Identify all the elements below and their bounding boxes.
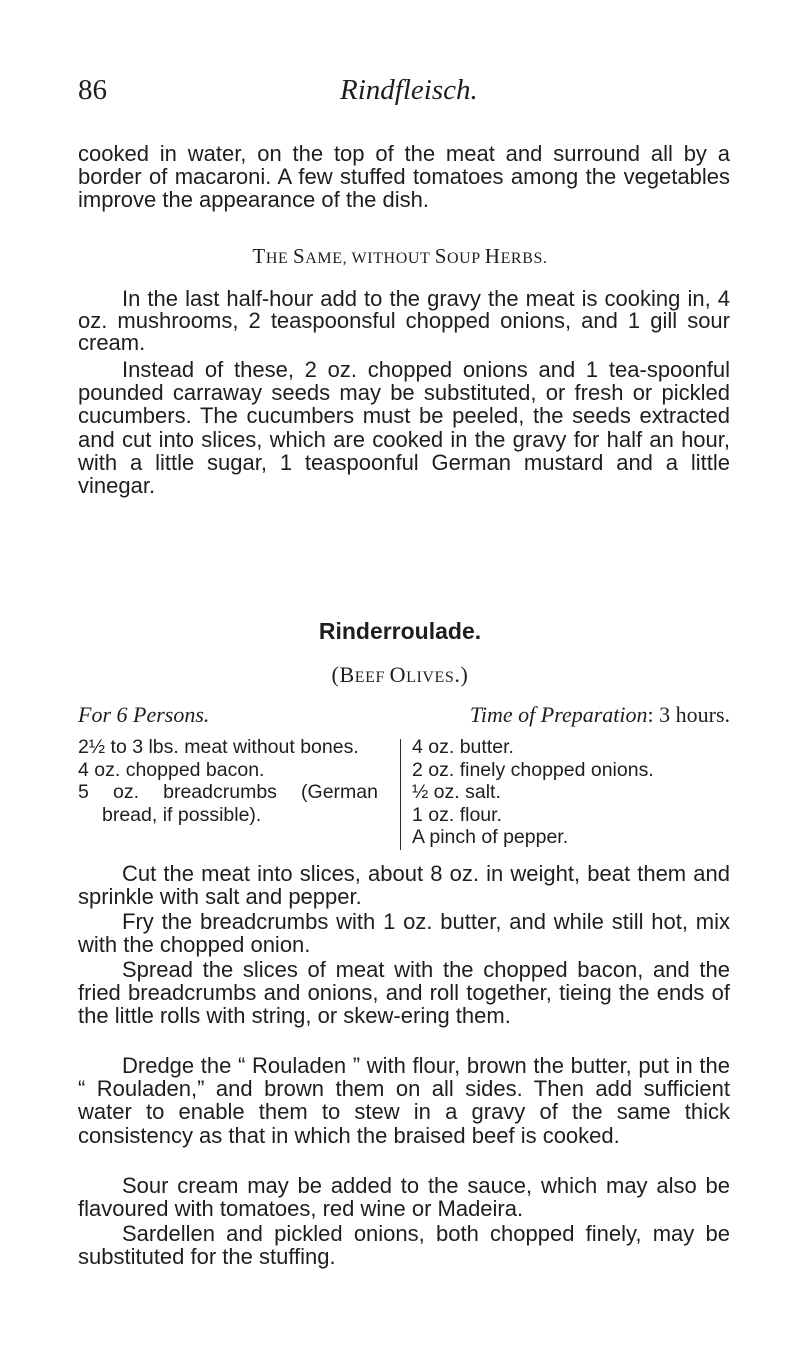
subtitle-letter: (B: [331, 662, 355, 687]
ingredients-right: [412, 736, 732, 849]
time-value: : 3 hours.: [647, 702, 730, 727]
title-smallcaps: HE: [265, 250, 293, 267]
method-step: Sour cream may be added to the sauce, which may also be flavoured with tomatoes, red wine or Madeira.: [78, 1173, 730, 1221]
section-paragraph: Instead of these, 2 oz. chopped onions and 1 tea-spoonful pounded carraway seeds may be substituted, or fresh or pickled cucumbers. The cucumbers must be peeled, the seeds extracted and cut into slices, which are cooked in the gravy for half an hour, with a little sugar, 1 teaspoonful German mustard and a little vinegar.: [78, 357, 730, 499]
title-smallcaps: OUP: [446, 250, 485, 267]
section-title: [0, 244, 800, 269]
ingredient-item: 5 oz. breadcrumbs (German bread, if possible).: [78, 781, 378, 826]
title-smallcaps: AME, WITHOUT: [305, 250, 435, 267]
method-step: Dredge the “ Rouladen ” with flour, brown the butter, put in the “ Rouladen,” and brown them on all sides. Then add sufficient water to enable them to stew in a gravy of the same thick consistency as that in which the braised beef is cooked.: [78, 1053, 730, 1148]
continuation-paragraph: cooked in water, on the top of the meat and surround all by a border of macaroni. A few stuffed tomatoes among the vegetables improve the appearance of the dish.: [78, 141, 730, 212]
column-divider: [400, 739, 401, 850]
ingredient-item: 4 oz. chopped bacon.: [78, 758, 265, 781]
ingredient-item: 4 oz. butter.: [412, 736, 514, 758]
ingredient-item: A pinch of pepper.: [412, 826, 569, 848]
page-number: 86: [78, 74, 107, 106]
title-letter: H: [484, 244, 501, 268]
servings: For 6 Persons.: [78, 702, 210, 727]
title-letter: S: [434, 244, 447, 268]
ingredients-left: [78, 736, 378, 826]
ingredient-item: 1 oz. flour.: [412, 803, 502, 826]
subtitle-letter: .): [454, 662, 469, 687]
page-header: [78, 74, 728, 114]
recipe-subtitle: [0, 662, 800, 688]
method-step: Fry the breadcrumbs with 1 oz. butter, and while still hot, mix with the chopped onion.: [78, 909, 730, 957]
preparation-time: [470, 702, 730, 728]
subtitle-smallcaps: EEF: [354, 669, 390, 686]
subtitle-letter: O: [389, 662, 407, 687]
method-step: Spread the slices of meat with the chopped bacon, and the fried breadcrumbs and onions, and roll together, tieing the ends of the little rolls with string, or skew-ering them.: [78, 957, 730, 1028]
title-smallcaps: ERBS.: [500, 250, 548, 267]
recipe-meta: [78, 702, 730, 730]
running-title: Rindfleisch.: [340, 74, 478, 106]
title-letter: T: [252, 244, 266, 268]
ingredient-item: 2 oz. finely chopped onions.: [412, 758, 654, 781]
method-step: Cut the meat into slices, about 8 oz. in weight, beat them and sprinkle with salt and pepper.: [78, 861, 730, 909]
time-label: Time of Preparation: [469, 702, 648, 727]
recipe-title: Rinderroulade.: [318, 618, 482, 644]
ingredient-item: 2½ to 3 lbs. meat without bones.: [78, 736, 359, 758]
subtitle-smallcaps: LIVES: [406, 669, 455, 686]
ingredient-item: ½ oz. salt.: [412, 781, 501, 803]
title-letter: S: [292, 244, 306, 268]
section-paragraph: In the last half-hour add to the gravy the meat is cooking in, 4 oz. mushrooms, 2 teaspoonsful chopped onions, and 1 gill sour cream.: [78, 286, 730, 355]
method-step: Sardellen and pickled onions, both chopped finely, may be substituted for the stuffing.: [78, 1221, 730, 1269]
